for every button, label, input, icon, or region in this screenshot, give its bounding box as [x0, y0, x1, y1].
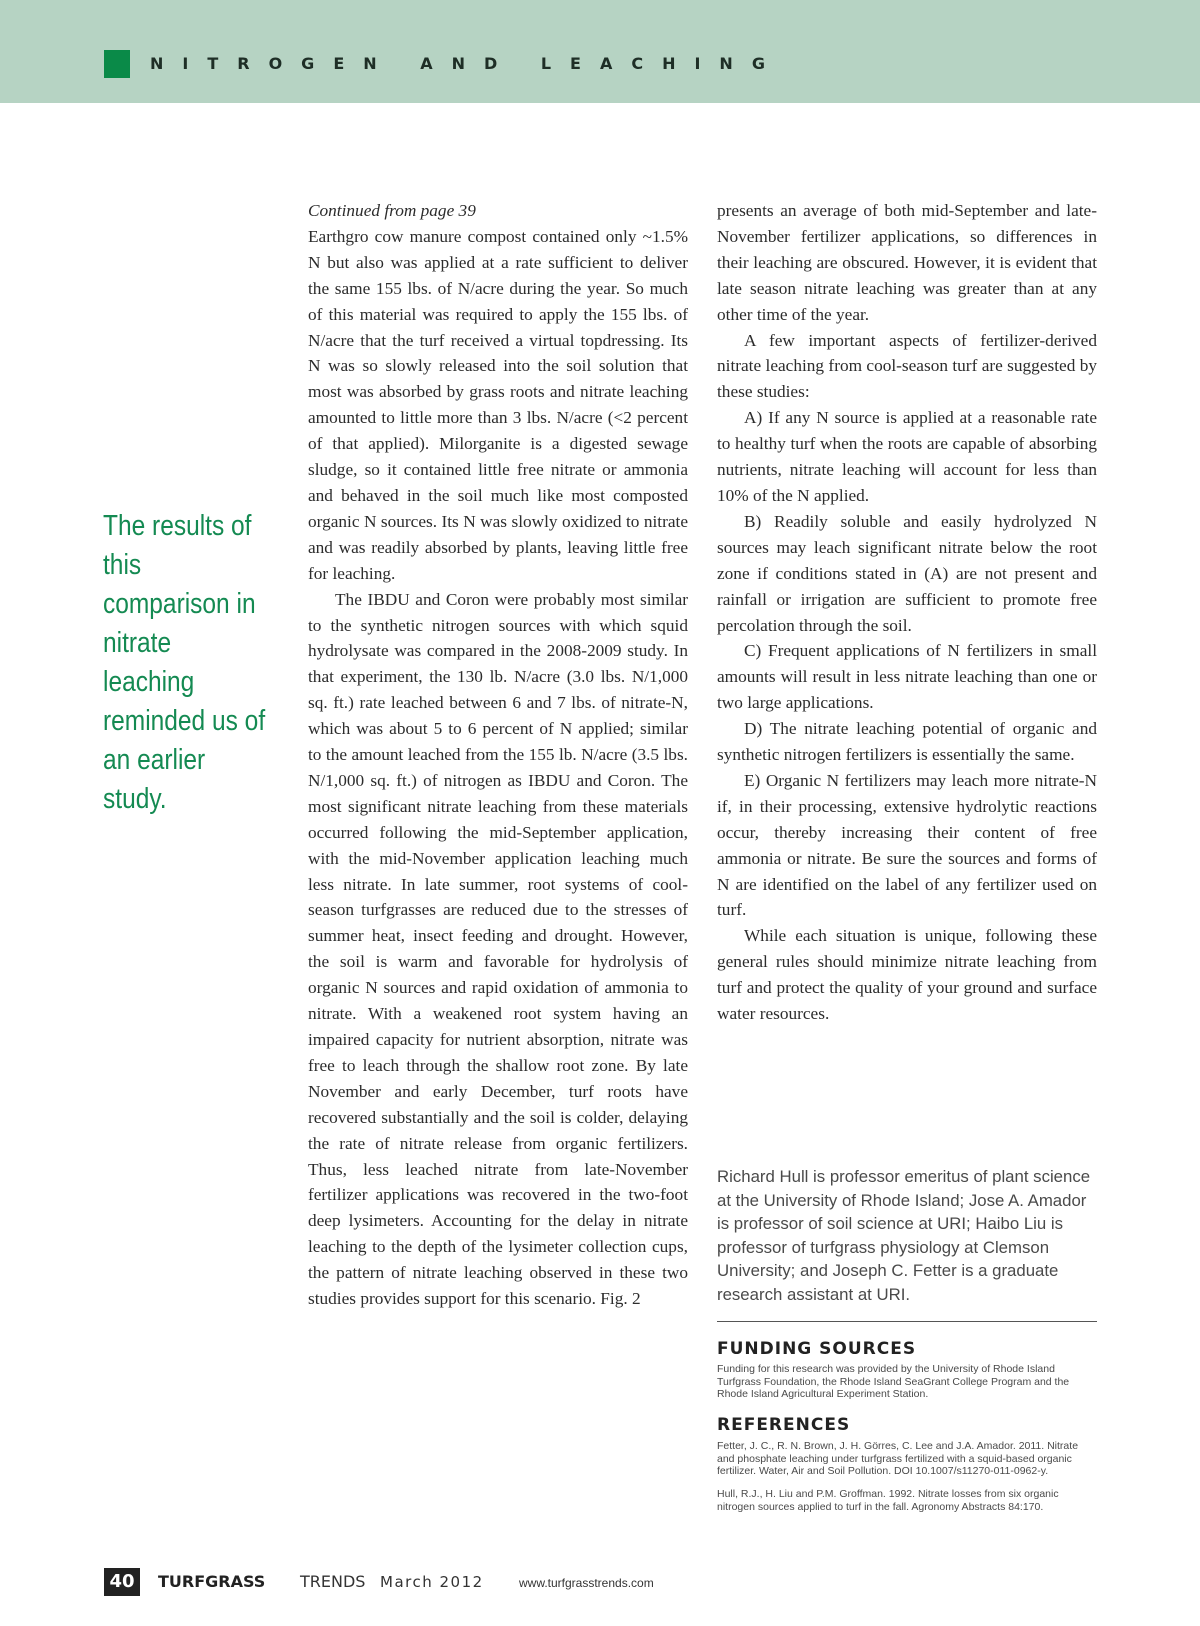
divider	[717, 1321, 1097, 1322]
header-band	[0, 0, 1200, 103]
paragraph: C) Frequent applications of N fertilizers in small amounts will result in less nitrate leaching than one or two large applications.	[717, 641, 1097, 713]
paragraph: A few important aspects of fertilizer-derived nitrate leaching from cool-season turf are suggested by these studies:	[717, 330, 1097, 402]
references-title: REFERENCES	[717, 1415, 851, 1435]
brand-name-suffix: TRENDS	[300, 1572, 366, 1591]
section-marker-icon	[104, 50, 130, 78]
paragraph: B) Readily soluble and easily hydrolyzed N sources may leach significant nitrate below the root zone if conditions stated in (A) are not present and rainfall or irrigation are sufficient to promote free percolation through the soil.	[717, 511, 1097, 635]
page-number: 40	[104, 1568, 140, 1596]
body-column-1	[308, 198, 688, 1312]
paragraph: A) If any N source is applied at a reasonable rate to healthy turf when the roots are capable of absorbing nutrients, nitrate leaching will account for less than 10% of the N applied.	[717, 408, 1097, 505]
section-title: NITROGEN AND LEACHING	[150, 54, 784, 73]
issue-date: March 2012	[380, 1573, 484, 1591]
paragraph: While each situation is unique, following these general rules should minimize nitrate leaching from turf and protect the quality of your ground and surface water resources.	[717, 926, 1097, 1024]
pull-quote: The results of this comparison in nitrate leaching reminded us of an earlier study.	[103, 510, 266, 815]
author-bio: Richard Hull is professor emeritus of plant science at the University of Rhode Island; Jose A. Amador is professor of soil science at URI; Haibo Liu is professor of turfgrass physiology at Clemson University; and Joseph C. Fetter is a graduate research assistant at URI.	[717, 1167, 1091, 1304]
paragraph: D) The nitrate leaching potential of organic and synthetic nitrogen fertilizers is essentially the same.	[717, 719, 1097, 765]
funding-text: Funding for this research was provided by the University of Rhode Island Turfgrass Foundation, the Rhode Island SeaGrant College Program and the Rhode Island Agricultural Experiment Station.	[717, 1363, 1070, 1400]
paragraph: presents an average of both mid-September and late-November fertilizer applications, so differences in their leaching are obscured. However, it is evident that late season nitrate leaching was greater than at any other time of the year.	[717, 201, 1097, 324]
continued-note: Continued from page 39	[308, 201, 476, 220]
paragraph: E) Organic N fertilizers may leach more nitrate-N if, in their processing, extensive hydrolytic reactions occur, thereby increasing their content of free ammonia or nitrate. Be sure the sources and forms of N are identified on the label of any fertilizer used on turf.	[717, 770, 1097, 920]
funding-title: FUNDING SOURCES	[717, 1339, 917, 1359]
paragraph: The IBDU and Coron were probably most similar to the synthetic nitrogen sources with which squid hydrolysate was compared in the 2008-2009 study. In that experiment, the 130 lb. N/acre (3.0 lbs. N/1,000 sq. ft.) rate leached between 6 and 7 lbs. of nitrate-N, which was about 5 to 6 percent of N applied; similar to the amount leached from the 155 lb. N/acre (3.5 lbs. N/1,000 sq. ft.) of nitrogen as IBDU and Coron. The most significant nitrate leaching from these materials occurred following the mid-September application, with the mid-November application leaching much less nitrate. In late summer, root systems of cool-season turfgrasses are reduced due to the stresses of summer heat, insect feeding and drought. However, the soil is warm and favorable for hydrolysis of organic N sources and rapid oxidation of ammonia to nitrate. With a weakened root system having an impaired capacity for nutrient absorption, nitrate was free to leach through the shallow root zone. By late November and early December, turf roots have recovered substantially and the soil is colder, delaying the rate of nitrate release from organic fertilizers. Thus, less leached nitrate from late-November fertilizer applications was recovered in the two-foot deep lysimeters. Accounting for the delay in nitrate leaching to the depth of the lysimeter collection cups, the pattern of nitrate leaching observed in these two studies provides support for this scenario. Fig. 2	[308, 589, 688, 1309]
reference-item: Hull, R.J., H. Liu and P.M. Groffman. 1992. Nitrate losses from six organic nitrogen sources applied to turf in the fall. Agronomy Abstracts 84:170.	[717, 1488, 1059, 1513]
paragraph: Earthgro cow manure compost contained only ~1.5% N but also was applied at a rate sufficient to deliver the same 155 lbs. of N/acre during the year. So much of this material was required to apply the 155 lbs. of N/acre that the turf received a virtual topdressing. Its N was so slowly released into the soil solution that most was absorbed by grass roots and nitrate leaching amounted to little more than 3 lbs. N/acre (<2 percent of that applied). Milorganite is a digested sewage sludge, so it contained little free nitrate or ammonia and behaved in the soil much like most composted organic N sources. Its N was slowly oxidized to nitrate and was readily absorbed by plants, leaving little free for leaching.	[308, 226, 688, 583]
website-link[interactable]: www.turfgrasstrends.com	[519, 1576, 654, 1590]
reference-item: Fetter, J. C., R. N. Brown, J. H. Görres, C. Lee and J.A. Amador. 2011. Nitrate and phosphate leaching under turfgrass fertilized with a squid-based organic fertilizer. Water, Air and Soil Pollution. DOI 10.1007/s11270-011-0962-y.	[717, 1440, 1079, 1477]
brand-name: TURFGRASS	[158, 1572, 266, 1591]
body-column-2	[717, 198, 1097, 1027]
